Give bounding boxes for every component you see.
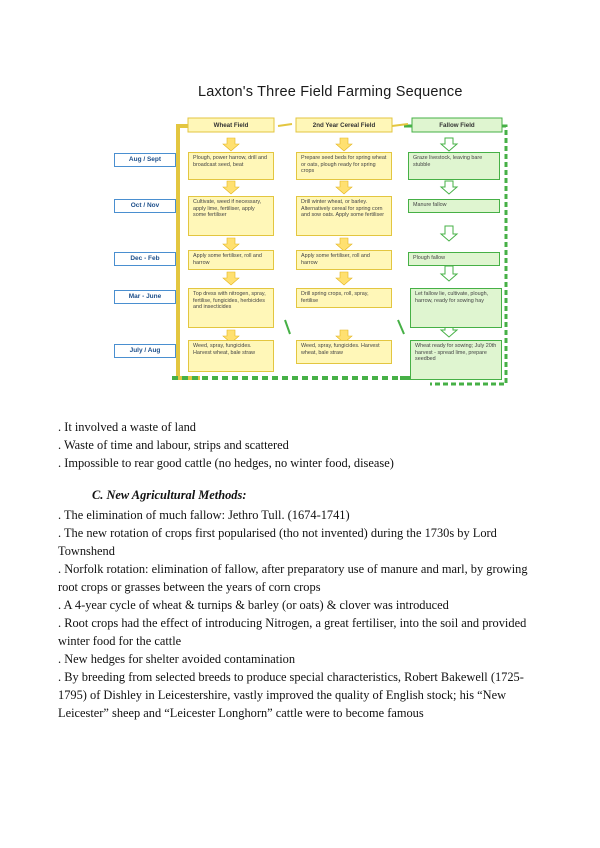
- paragraph: . The elimination of much fallow: Jethro Tull. (1674-1741): [58, 508, 350, 522]
- paragraph: . Norfolk rotation: elimination of fallow, after preparatory use of manure and marl, by growing root crops or grasses between the years of corn crops: [58, 562, 528, 594]
- paragraph: . Waste of time and labour, strips and scattered: [58, 438, 289, 452]
- cell-wheat: Top dress with nitrogen, spray, fertilise, fungicides, herbicides and insecticides: [188, 288, 274, 328]
- diagram-title: Laxton's Three Field Farming Sequence: [198, 84, 463, 100]
- cell-cereal: Drill spring crops, roll, spray, fertilise: [296, 288, 392, 308]
- cell-wheat: [188, 340, 274, 372]
- cell-fallow: Graze livestock, leaving bare stubble: [408, 152, 500, 180]
- paragraph: . New hedges for shelter avoided contamination: [58, 652, 296, 666]
- laxton-diagram: [100, 84, 510, 394]
- month-label: Dec - Feb: [114, 252, 176, 266]
- cell-fallow: Wheat ready for sowing; July 20th harvest - spread lime, prepare seedbed: [410, 340, 502, 380]
- month-label: Aug / Sept: [114, 153, 176, 167]
- cell-wheat: Cultivate, weed if necessary, apply lime, fertiliser, apply some fertiliser: [188, 196, 274, 236]
- cell-wheat: Apply some fertiliser, roll and harrow: [188, 250, 274, 270]
- month-label: Mar - June: [114, 290, 176, 304]
- cell-cereal: Drill winter wheat, or barley. Alternatively cereal for spring corn and sow oats. Apply some fertiliser: [296, 196, 392, 236]
- cell-fallow: Let fallow lie, cultivate, plough, harrow, ready for sowing hay: [410, 288, 502, 328]
- spacer: [58, 472, 548, 484]
- month-label: July / Aug: [114, 344, 176, 358]
- column-header-fallow: Fallow Field: [439, 122, 475, 129]
- paragraph: . Root crops had the effect of introducing Nitrogen, a great fertiliser, into the soil and provided winter food for the cattle: [58, 616, 527, 648]
- cell-wheat: Plough, power harrow, drill and broadcast seed, beat: [188, 152, 274, 180]
- month-label: Oct / Nov: [114, 199, 176, 213]
- cell-cereal: Prepare seed beds for spring wheat or oats, plough ready for spring crops: [296, 152, 392, 180]
- cell-fallow: Manure fallow: [408, 199, 500, 213]
- body-text: [58, 418, 548, 722]
- cell-text: Weed, spray, fungicides. Harvest wheat, bale straw: [193, 343, 256, 356]
- paragraph: . It involved a waste of land: [58, 420, 196, 434]
- section-heading: C. New Agricultural Methods:: [92, 488, 247, 502]
- cell-cereal: Apply some fertiliser, roll and harrow: [296, 250, 392, 270]
- column-header-cereal: 2nd Year Cereal Field: [312, 122, 376, 129]
- column-header-wheat: Wheat Field: [213, 122, 249, 129]
- paragraph: . A 4-year cycle of wheat & turnips & barley (or oats) & clover was introduced: [58, 598, 449, 612]
- cell-fallow: Plough fallow: [408, 252, 500, 266]
- cell-text: Weed, spray, fungicides. Harvest wheat, bale straw: [301, 343, 380, 356]
- cell-cereal: [296, 340, 392, 364]
- paragraph: . Impossible to rear good cattle (no hedges, no winter food, disease): [58, 456, 394, 470]
- paragraph: . By breeding from selected breeds to produce special characteristics, Robert Bakewell (1725-1795) of Dishley in Leicestershire, vastly improved the quality of English stock; his “New Leicester” sheep and “Leicester Longhorn” cattle were to become famous: [58, 670, 524, 720]
- paragraph: . The new rotation of crops first popularised (tho not invented) during the 1730s by Lord Townshend: [58, 526, 497, 558]
